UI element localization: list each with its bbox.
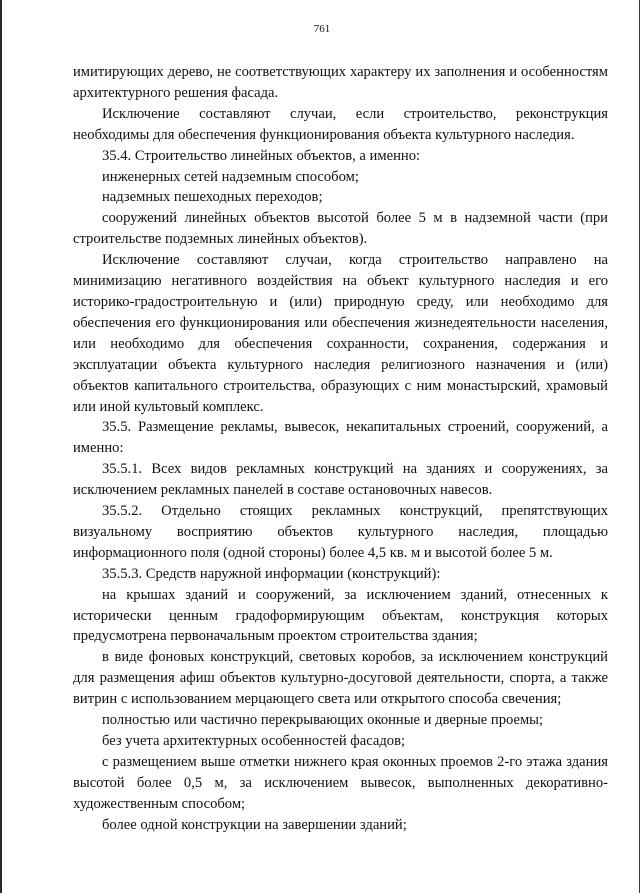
list-item-roof-signs: на крышах зданий и сооружений, за исключением зданий, отнесенных к исторически ценным градоформирующим объектам, конструкция которых предусмотрена первоначальным проектом строительства здания;	[73, 586, 608, 645]
list-item-architectural-features: без учета архитектурных особенностей фасадов;	[102, 733, 406, 749]
clause-35-5-2: 35.5.2. Отдельно стоящих рекламных конструкций, препятствующих визуальному восприятию объектов культурного наследия, площадью информационного поля (одной стороны) более 4,5 кв. м и высотой более 5 м.	[73, 503, 608, 561]
page-number: 761	[313, 23, 331, 35]
list-item-engineering-networks: инженерных сетей надземным способом;	[102, 168, 359, 185]
document-body	[73, 62, 608, 836]
list-item-building-completion: более одной конструкции на завершении зданий;	[102, 816, 407, 833]
clause-35-4-heading: 35.4. Строительство линейных объектов, а именно:	[102, 147, 421, 164]
list-item-linear-structures: сооружений линейных объектов высотой более 5 м в надземной части (при строительстве подземных линейных объектов).	[73, 210, 608, 248]
clause-35-5-heading: 35.5. Размещение рекламы, вывесок, некапитальных строений, сооружений, а именно:	[73, 419, 608, 457]
clause-35-5-1: 35.5.1. Всех видов рекламных конструкций на зданиях и сооружениях, за исключением рекламных панелей в составе остановочных навесов.	[73, 461, 608, 499]
paragraph-continuation: имитирующих дерево, не соответствующих характеру их заполнения и особенностям архитектурного решения фасада.	[73, 64, 608, 101]
list-item-above-second-floor: с размещением выше отметки нижнего края оконных проемов 2-го этажа здания высотой более 0,5 м, за исключением вывесок, выполненных декоративно-художественным способом;	[73, 753, 608, 812]
list-item-pedestrian-crossings: надземных пешеходных переходов;	[102, 189, 323, 206]
clause-35-5-3-heading: 35.5.3. Средств наружной информации (конструкций):	[102, 565, 441, 582]
paragraph-exception-reconstruction: Исключение составляют случаи, если строительство, реконструкция необходимы для обеспечения функционирования объекта культурного наследия.	[73, 105, 608, 143]
list-item-covering-openings: полностью или частично перекрывающих оконные и дверные проемы;	[102, 712, 544, 729]
list-item-light-boxes: в виде фоновых конструкций, световых коробов, за исключением конструкций для размещения афиш объектов культурно-досуговой деятельности, спорта, а также витрин с использованием мерцающего света или открытого способа свечения;	[73, 649, 608, 708]
paragraph-exception-linear-objects: Исключение составляют случаи, когда строительство направлено на минимизацию негативного воздействия на объект культурного наследия и его историко-градостроительную и (или) природную среду, или необходимо для обеспечения его функционирования или обеспечения жизнедеятельности населения, или необходимо для обеспечения сохранности, сохранения, содержания и эксплуатации объекта культурного наследия религиозного назначения и (или) объектов капитального строительства, образующих с ним монастырский, храмовый или иной культовый комплекс.	[73, 252, 608, 415]
